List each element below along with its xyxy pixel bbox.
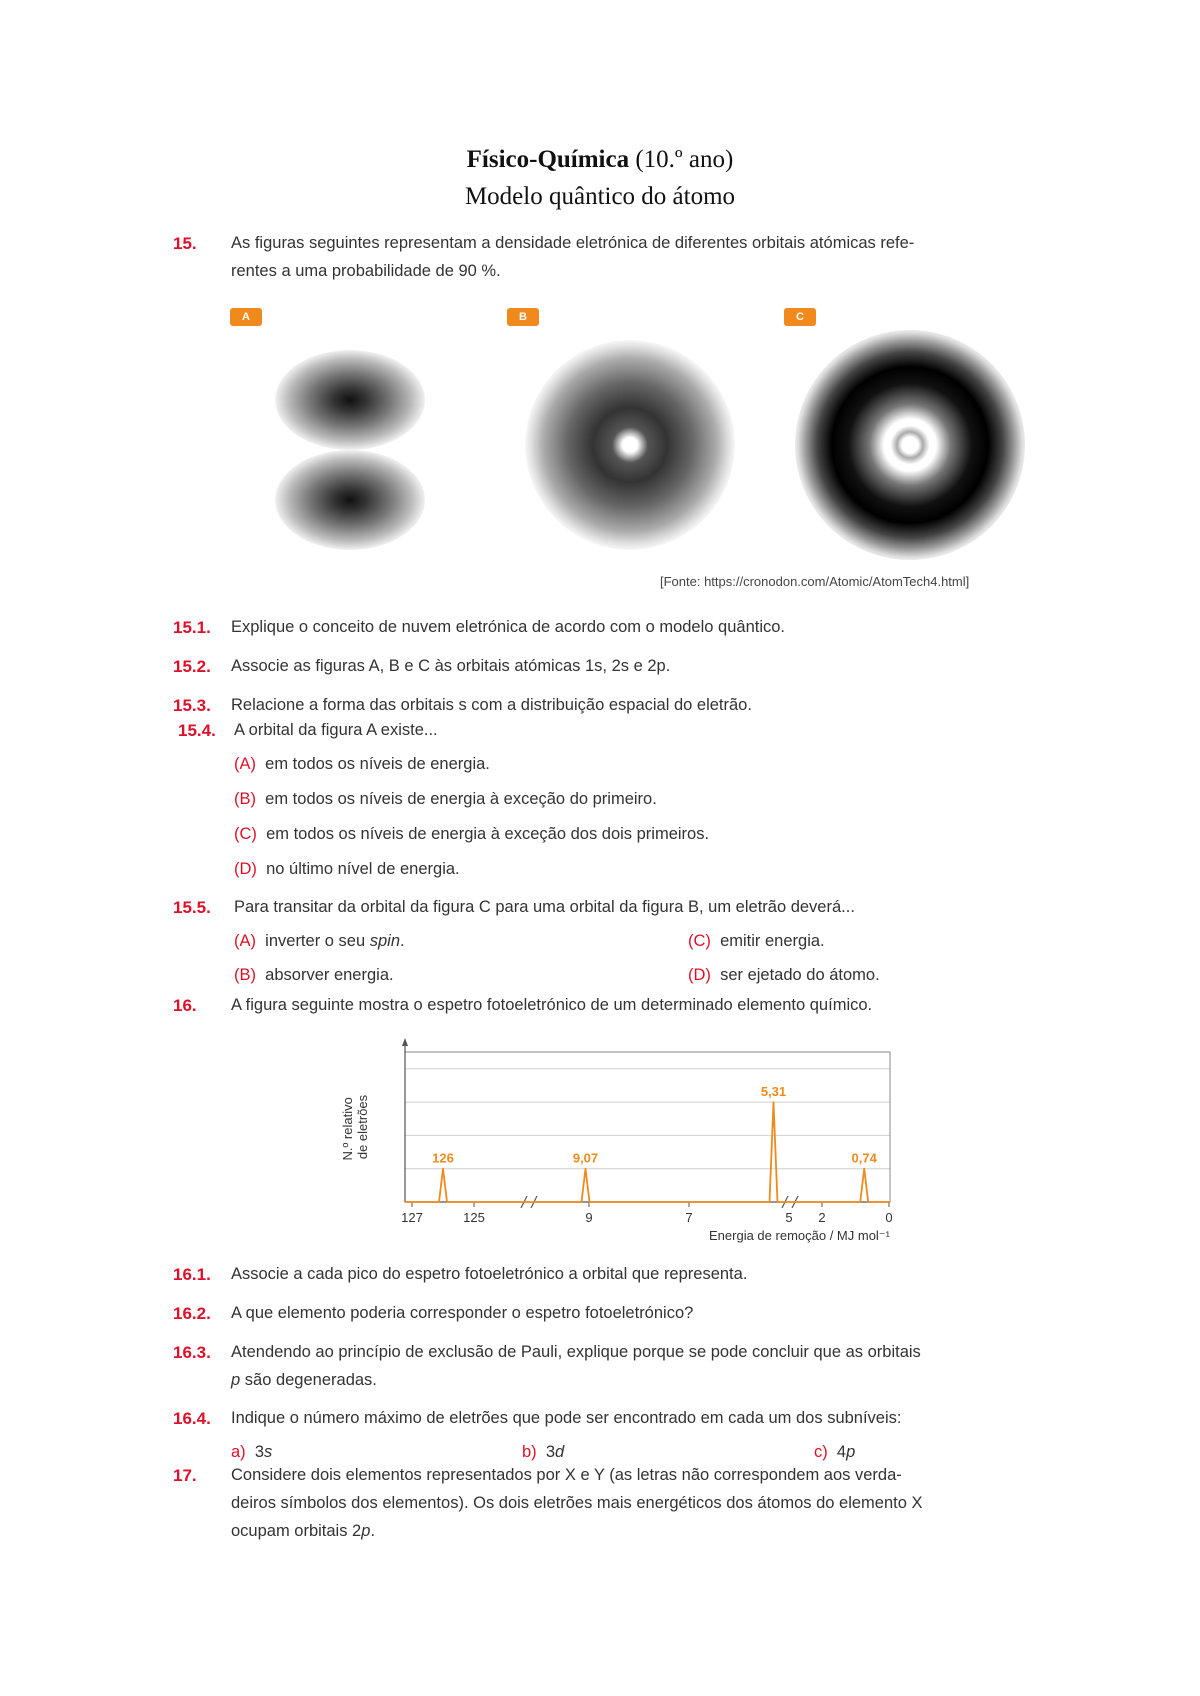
question-15-4-number: 15.4.: [178, 721, 216, 740]
question-16-3-text-line1: Atendendo ao princípio de exclusão de Pauli, explique porque se pode concluir que as orbitais: [231, 1343, 921, 1361]
option-letter: (D): [234, 860, 257, 878]
option-text: inverter o seu: [265, 932, 370, 950]
italic-p: p: [231, 1371, 241, 1389]
option-letter: (A): [234, 932, 256, 950]
plot-frame: [405, 1052, 890, 1202]
y-axis-arrow-icon: [402, 1038, 408, 1046]
question-16-2-number: 16.2.: [173, 1304, 211, 1323]
q15-5-option-a[interactable]: [234, 927, 405, 955]
grade-level: (10.º ano): [629, 146, 734, 173]
option-text: no último nível de energia.: [266, 860, 460, 878]
x-tick-label: 9: [585, 1210, 593, 1225]
orbital-figure-c: [795, 330, 1025, 560]
photoelectron-spectrum-chart: [340, 1030, 900, 1250]
orbital-figure-b: [525, 340, 735, 550]
option-text: emitir energia.: [720, 932, 825, 950]
x-tick-label: 0: [885, 1210, 893, 1225]
option-letter: (A): [234, 755, 256, 773]
question-16-number: 16.: [173, 996, 197, 1015]
question-16-4-text: Indique o número máximo de eletrões que pode ser encontrado em cada um dos subníveis:: [231, 1409, 902, 1427]
question-17-text-line3: [231, 1517, 375, 1545]
y-axis-label: [340, 1094, 370, 1161]
x-tick-label: 2: [818, 1210, 826, 1225]
question-15-1-number: 15.1.: [173, 618, 211, 637]
question-15-3-number: 15.3.: [173, 696, 211, 715]
x-tick-label: 125: [463, 1210, 485, 1225]
option-text: ser ejetado do átomo.: [720, 966, 880, 984]
option-text: em todos os níveis de energia.: [265, 755, 490, 773]
y-axis-label-line1: N.º relativo: [340, 1097, 355, 1161]
peak-labels: [432, 1084, 877, 1166]
item-subshell: s: [264, 1443, 273, 1461]
x-tick-label: 5: [785, 1210, 793, 1225]
spectrum-line: [405, 1102, 890, 1202]
orbital-figure-a: [250, 330, 450, 550]
q15-5-option-d[interactable]: [688, 961, 880, 989]
line-rest: são degeneradas.: [240, 1371, 377, 1389]
option-letter: (B): [234, 966, 256, 984]
peak-label: 5,31: [760, 1084, 787, 1100]
question-16-1-text: Associe a cada pico do espetro fotoeletrónico a orbital que representa.: [231, 1265, 748, 1283]
item-letter: a): [231, 1443, 246, 1461]
page-subtitle: Modelo quântico do átomo: [464, 183, 736, 210]
question-15-5-number: 15.5.: [173, 898, 211, 917]
chart-grid: [405, 1069, 890, 1169]
option-text-end: .: [400, 932, 405, 950]
option-text: em todos os níveis de energia à exceção do primeiro.: [265, 790, 657, 808]
question-16-1-number: 16.1.: [173, 1265, 211, 1284]
item-letter: c): [814, 1443, 828, 1461]
question-15-4-text: A orbital da figura A existe...: [234, 721, 438, 739]
question-15-text-line2: rentes a uma probabilidade de 90 %.: [231, 262, 501, 280]
orbital-lobe-upper: [275, 350, 425, 450]
orbital-lobe-lower: [275, 450, 425, 550]
option-letter: (D): [688, 966, 711, 984]
x-tick-label: 7: [685, 1210, 693, 1225]
subject-name: Físico-Química: [466, 146, 630, 173]
figure-a-label: A: [230, 308, 262, 326]
x-axis-label: Energia de remoção / MJ mol⁻¹: [709, 1228, 890, 1243]
y-axis-label-line2: de eletrões: [355, 1094, 370, 1160]
x-tick-labels: [401, 1210, 892, 1225]
figure-c-label: C: [784, 308, 816, 326]
question-15-1-text: Explique o conceito de nuvem eletrónica de acordo com o modelo quântico.: [231, 618, 786, 636]
figure-source: [Fonte: https://cronodon.com/Atomic/AtomTech4.html]: [660, 574, 970, 589]
question-15-5-text: Para transitar da orbital da figura C para uma orbital da figura B, um eletrão deverá...: [234, 898, 855, 916]
question-16-text: A figura seguinte mostra o espetro fotoeletrónico de um determinado elemento químico.: [231, 996, 873, 1014]
option-letter: (C): [688, 932, 711, 950]
peak-label: 126: [432, 1150, 454, 1166]
line-end: .: [370, 1522, 376, 1540]
question-17-text-line2: deiros símbolos dos elementos). Os dois eletrões mais energéticos dos átomos do elemento X: [231, 1494, 923, 1512]
line-start: ocupam orbitais 2: [231, 1522, 362, 1540]
peak-label: 0,74: [851, 1150, 877, 1166]
question-16-3-number: 16.3.: [173, 1343, 211, 1362]
x-tick-label: 127: [401, 1210, 423, 1225]
q15-4-option-c[interactable]: [234, 820, 709, 848]
q15-4-option-b[interactable]: [234, 785, 657, 813]
option-text-italic: spin: [369, 932, 401, 950]
option-text: em todos os níveis de energia à exceção dos dois primeiros.: [266, 825, 710, 843]
question-15-3-text: Relacione a forma das orbitais s com a distribuição espacial do eletrão.: [231, 696, 752, 714]
question-16-3-text-line2: [231, 1366, 377, 1394]
question-17-text-line1: Considere dois elementos representados por X e Y (as letras não correspondem aos verda-: [231, 1466, 902, 1484]
question-15-2-number: 15.2.: [173, 657, 211, 676]
q15-4-option-d[interactable]: [234, 855, 460, 883]
question-16-2-text: A que elemento poderia corresponder o espetro fotoeletrónico?: [231, 1304, 694, 1322]
item-letter: b): [522, 1443, 537, 1461]
question-15-text-line1: As figuras seguintes representam a densidade eletrónica de diferentes orbitais atómicas refe-: [231, 234, 915, 252]
option-text: absorver energia.: [265, 966, 394, 984]
item-number: 4: [836, 1443, 847, 1461]
page-title: [0, 146, 1200, 174]
option-letter: (B): [234, 790, 256, 808]
italic-p: p: [361, 1522, 371, 1540]
question-15-2-text: Associe as figuras A, B e C às orbitais atómicas 1s, 2s e 2p.: [231, 657, 671, 675]
q15-5-option-b[interactable]: [234, 961, 394, 989]
item-number: 3: [545, 1443, 556, 1461]
item-number: 3: [254, 1443, 265, 1461]
q15-4-option-a[interactable]: [234, 750, 490, 778]
question-17-number: 17.: [173, 1466, 197, 1485]
peak-label: 9,07: [572, 1150, 599, 1166]
item-subshell: p: [846, 1443, 856, 1461]
item-subshell: d: [555, 1443, 565, 1461]
question-16-4-number: 16.4.: [173, 1409, 211, 1428]
option-letter: (C): [234, 825, 257, 843]
q15-5-option-c[interactable]: [688, 927, 825, 955]
question-15-number: 15.: [173, 234, 197, 253]
figure-b-label: B: [507, 308, 539, 326]
